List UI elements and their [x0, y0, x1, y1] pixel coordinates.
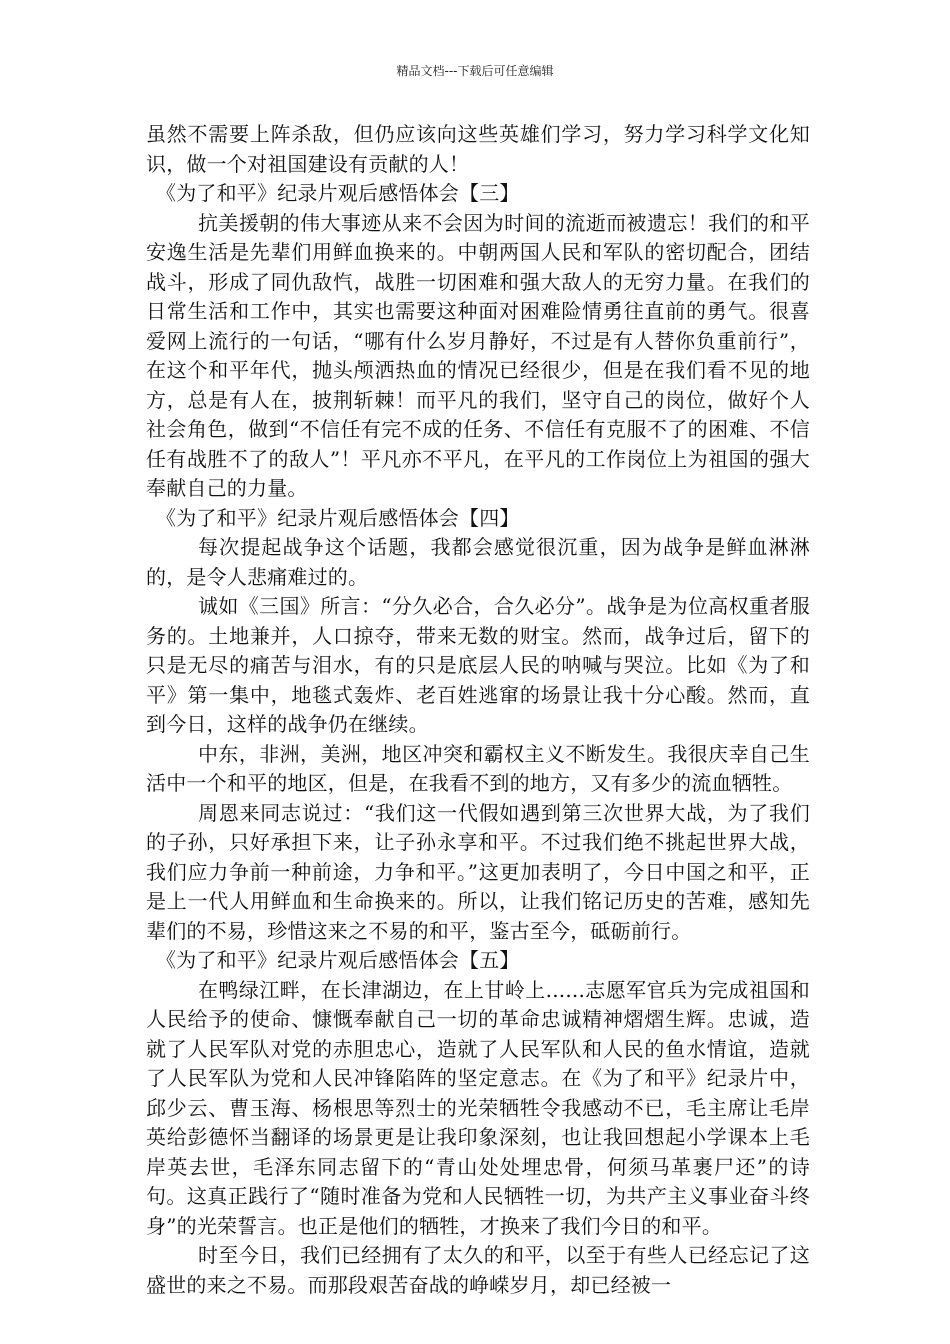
document-body: [146, 120, 810, 1300]
paragraph-4-1: 每次提起战争这个话题，我都会感觉很沉重，因为战争是鲜血淋淋的，是令人悲痛难过的。: [146, 535, 810, 589]
section-heading-4: 《为了和平》纪录片观后感悟体会【四】: [156, 505, 520, 530]
paragraph-4-2: 诚如《三国》所言：“分久必合，合久必分”。战争是为位高权重者服务的。土地兼并，人口掠夺，带来无数的财宝。然而，战争过后，留下的只是无尽的痛苦与泪水，有的只是底层人民的呐喊与哭泣。比如《为了和平》第一集中，地毯式轰炸、老百姓逃窜的场景让我十分心酸。然而，直到今日，这样的战争仍在继续。: [146, 594, 810, 736]
paragraph-intro: 虽然不需要上阵杀敌，但仍应该向这些英雄们学习，努力学习科学文化知识，做一个对祖国建设有贡献的人！: [146, 122, 810, 176]
paragraph-5-2: 时至今日，我们已经拥有了太久的和平，以至于有些人已经忘记了这盛世的来之不易。而那段艰苦奋战的峥嵘岁月，却已经被一: [146, 1243, 810, 1297]
paragraph-5-1: 在鸭绿江畔，在长津湖边，在上甘岭上......志愿军官兵为完成祖国和人民给予的使命、慷慨奉献自己一切的革命忠诚精神熠熠生辉。忠诚，造就了人民军队对党的赤胆忠心，造就了人民军队和人民的鱼水情谊，造就了人民军队为党和人民冲锋陷阵的坚定意志。在《为了和平》纪录片中，邱少云、曹玉海、杨根思等烈士的光荣牺牲令我感动不已，毛主席让毛岸英给彭德怀当翻译的场景更是让我印象深刻，也让我回想起小学课本上毛岸英去世，毛泽东同志留下的“青山处处埋忠骨，何须马革裹尸还”的诗句。这真正践行了“随时准备为党和人民牺牲一切，为共产主义事业奋斗终身”的光荣誓言。也正是他们的牺牲，才换来了我们今日的和平。: [146, 977, 810, 1238]
section-heading-5: 《为了和平》纪录片观后感悟体会【五】: [156, 948, 520, 972]
section-heading-3: 《为了和平》纪录片观后感悟体会【三】: [156, 181, 520, 205]
paragraph-4-3: 中东，非洲，美洲，地区冲突和霸权主义不断发生。我很庆幸自己生活中一个和平的地区，但是，在我看不到的地方，又有多少的流血牺牲。: [146, 741, 810, 795]
page-header: 精品文档---下载后可任意编辑: [396, 64, 554, 78]
paragraph-4-4: 周恩来同志说过：“我们这一代假如遇到第三次世界大战，为了我们的子孙，只好承担下来，让子孙永享和平。不过我们绝不挑起世界大战，我们应力争前一种前途，力争和平。”这更加表明了，今日中国之和平，正是上一代人用鲜血和生命换来的。所以，让我们铭记历史的苦难，感知先辈们的不易，珍惜这来之不易的和平，鉴古至今，砥砺前行。: [146, 800, 810, 943]
paragraph-3-1: 抗美援朝的伟大事迹从来不会因为时间的流逝而被遗忘！我们的和平安逸生活是先辈们用鲜血换来的。中朝两国人民和军队的密切配合，团结战斗，形成了同仇敌忾，战胜一切困难和强大敌人的无穷力量。在我们的日常生活和工作中，其实也需要这种面对困难险情勇往直前的勇气。很喜爱网上流行的一句话，“哪有什么岁月静好，不过是有人替你负重前行”，在这个和平年代，抛头颅洒热血的情况已经很少，但是在我们看不见的地方，总是有人在，披荆斩棘！而平凡的我们，坚守自己的岗位，做好个人社会角色，做到“不信任有完不成的任务、不信任有克服不了的困难、不信任有战胜不了的敌人”！平凡亦不平凡，在平凡的工作岗位上为祖国的强大奉献自己的力量。: [146, 210, 810, 500]
